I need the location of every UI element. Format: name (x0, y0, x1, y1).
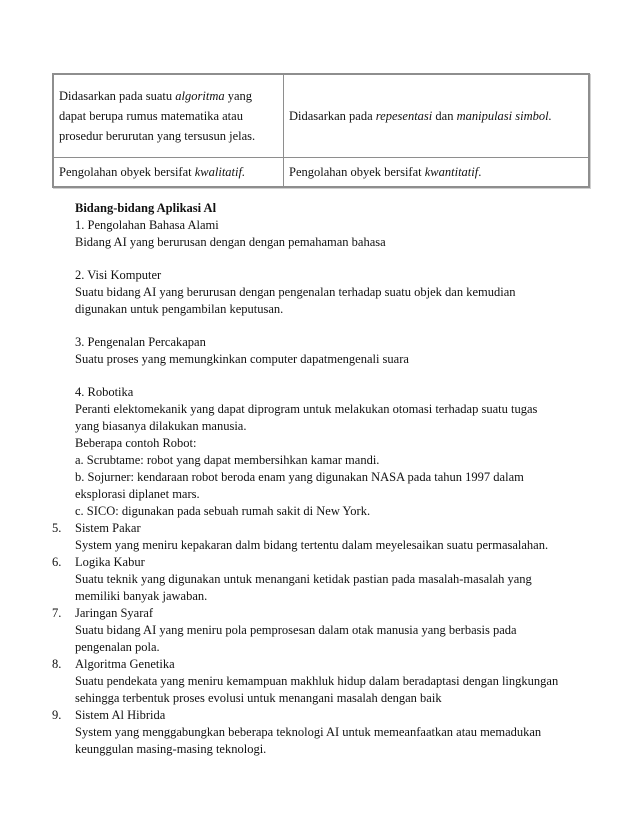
list-number: 6. (52, 555, 62, 569)
sub-list-item: b. Sojurner: kendaraan robot beroda enam yang digunakan NASA pada tahun 1997 dalam (75, 470, 524, 484)
list-item-desc: Suatu bidang AI yang meniru pola pemprosesan dalam otak manusia yang berbasis pada (75, 623, 517, 637)
list-item-desc: sehingga terbentuk proses evolusi untuk menangani masalah dengan baik (75, 691, 442, 705)
list-item-desc: pengenalan pola. (75, 640, 160, 654)
list-item-desc: memiliki banyak jawaban. (75, 589, 208, 603)
list-title-text: Sistem Al Hibrida (75, 708, 166, 722)
list-number: 7. (52, 606, 62, 620)
sub-list-item: a. Scrubtame: robot yang dapat membersihkan kamar mandi. (75, 453, 380, 467)
cell-text: Pengolahan obyek bersifat (289, 165, 425, 179)
section-heading: Bidang-bidang Aplikasi Al (75, 201, 217, 215)
list-item-title: 2. Visi Komputer (75, 268, 162, 282)
document-body (52, 200, 612, 758)
table-cell (284, 158, 590, 188)
comparison-table (52, 73, 590, 188)
list-item-desc: Peranti elektomekanik yang dapat diprogram untuk melakukan otomasi terhadap suatu tugas (75, 402, 538, 416)
list-number: 5. (52, 521, 62, 535)
list-item-title (52, 656, 612, 673)
list-title-text: Jaringan Syaraf (75, 606, 154, 620)
list-item-desc: Suatu teknik yang digunakan untuk menangani ketidak pastian pada masalah-masalah yang (75, 572, 532, 586)
table-row (53, 158, 589, 188)
cell-text-italic: kwalitatif. (194, 165, 246, 179)
cell-line (59, 86, 278, 106)
list-item-title: 3. Pengenalan Percakapan (75, 335, 206, 349)
list-number: 8. (52, 657, 62, 671)
list-item-desc: Suatu proses yang memungkinkan computer dapatmengenali suara (75, 352, 409, 366)
list-item-desc: Suatu pendekata yang meniru kemampuan makhluk hidup dalam beradaptasi dengan lingkungan (75, 674, 559, 688)
table-cell (284, 74, 590, 158)
cell-text: Pengolahan obyek bersifat (59, 165, 195, 179)
table-cell (53, 74, 284, 158)
list-item-title (52, 605, 612, 622)
list-item-title: 4. Robotika (75, 385, 134, 399)
list-item-desc: Bidang AI yang berurusan dengan dengan pemahaman bahasa (75, 235, 386, 249)
cell-text: . (478, 165, 482, 179)
cell-text: yang (224, 89, 253, 103)
list-title-text: Sistem Pakar (75, 521, 141, 535)
list-item-title (52, 520, 612, 537)
cell-text: dan (432, 109, 457, 123)
list-number: 9. (52, 708, 62, 722)
cell-text-italic: algoritma (175, 89, 225, 103)
cell-line: prosedur berurutan yang tersusun jelas. (59, 129, 256, 143)
sub-list-item: eksplorasi diplanet mars. (75, 487, 200, 501)
list-item-title (52, 554, 612, 571)
list-item-title (52, 707, 612, 724)
list-item-desc: yang biasanya dilakukan manusia. (75, 419, 247, 433)
table-row (53, 74, 589, 158)
list-item-desc: System yang meniru kepakaran dalm bidang tertentu dalam meyelesaikan suatu permasalahan. (75, 538, 549, 552)
list-item-desc: System yang menggabungkan beberapa teknologi AI untuk memeanfaatkan atau memadukan (75, 725, 542, 739)
cell-text-italic: kwantitatif (424, 165, 479, 179)
cell-text: Didasarkan pada suatu (59, 89, 176, 103)
cell-text-italic: repesentasi (375, 109, 433, 123)
list-item-desc: digunakan untuk pengambilan keputusan. (75, 302, 284, 316)
list-item-title: 1. Pengolahan Bahasa Alami (75, 218, 219, 232)
table-cell (53, 158, 284, 188)
cell-line: dapat berupa rumus matematika atau (59, 109, 243, 123)
list-item-desc: keunggulan masing-masing teknologi. (75, 742, 267, 756)
list-title-text: Algoritma Genetika (75, 657, 175, 671)
list-title-text: Logika Kabur (75, 555, 145, 569)
list-item-desc: Suatu bidang AI yang berurusan dengan pengenalan terhadap suatu objek dan kemudian (75, 285, 516, 299)
list-item-desc: Beberapa contoh Robot: (75, 436, 197, 450)
cell-text-italic: manipulasi simbol. (456, 109, 552, 123)
sub-list-item: c. SICO: digunakan pada sebuah rumah sakit di New York. (75, 504, 371, 518)
cell-text: Didasarkan pada (289, 109, 376, 123)
